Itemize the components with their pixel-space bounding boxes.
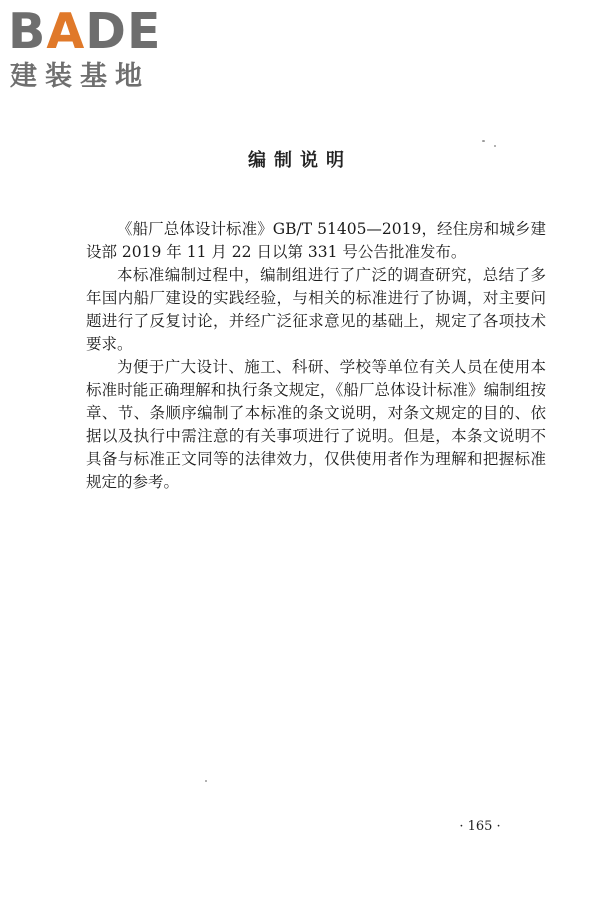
paragraph: 为便于广大设计、施工、科研、学校等单位有关人员在使用本标准时能正确理解和执行条文规定，《船厂总体设计标准》编制组按章、节、条顺序编制了本标准的条文说明，对条文规定的目的、依据以及执行中需注意的有关事项进行了说明。但是，本条文说明不具备与标准正文同等的法律效力，仅供使用者作为理解和把握标准规定的参考。 <box>86 358 546 491</box>
paragraph: 《船厂总体设计标准》GB/T 51405—2019，经住房和城乡建设部 2019 年 11 月 22 日以第 331 号公告批准发布。 <box>86 220 546 261</box>
page-number: · 165 · <box>459 819 501 834</box>
scan-speck <box>482 140 485 142</box>
bade-logo <box>8 3 178 96</box>
logo-wordmark <box>8 3 162 60</box>
logo-letter-b: B <box>8 3 47 60</box>
logo-subtitle: 建装基地 <box>10 61 150 92</box>
body-text <box>86 218 546 494</box>
logo-letters-de: DE <box>85 3 162 60</box>
logo-letter-a-accent: A <box>46 3 86 60</box>
paragraph: 本标准编制过程中，编制组进行了广泛的调查研究，总结了多年国内船厂建设的实践经验，与相关的标准进行了协调，对主要问题进行了反复讨论，并经广泛征求意见的基础上，规定了各项技术要求。 <box>86 266 546 353</box>
scan-speck <box>494 145 496 147</box>
page-title: 编制说明 <box>248 150 352 171</box>
scan-speck <box>205 780 207 782</box>
